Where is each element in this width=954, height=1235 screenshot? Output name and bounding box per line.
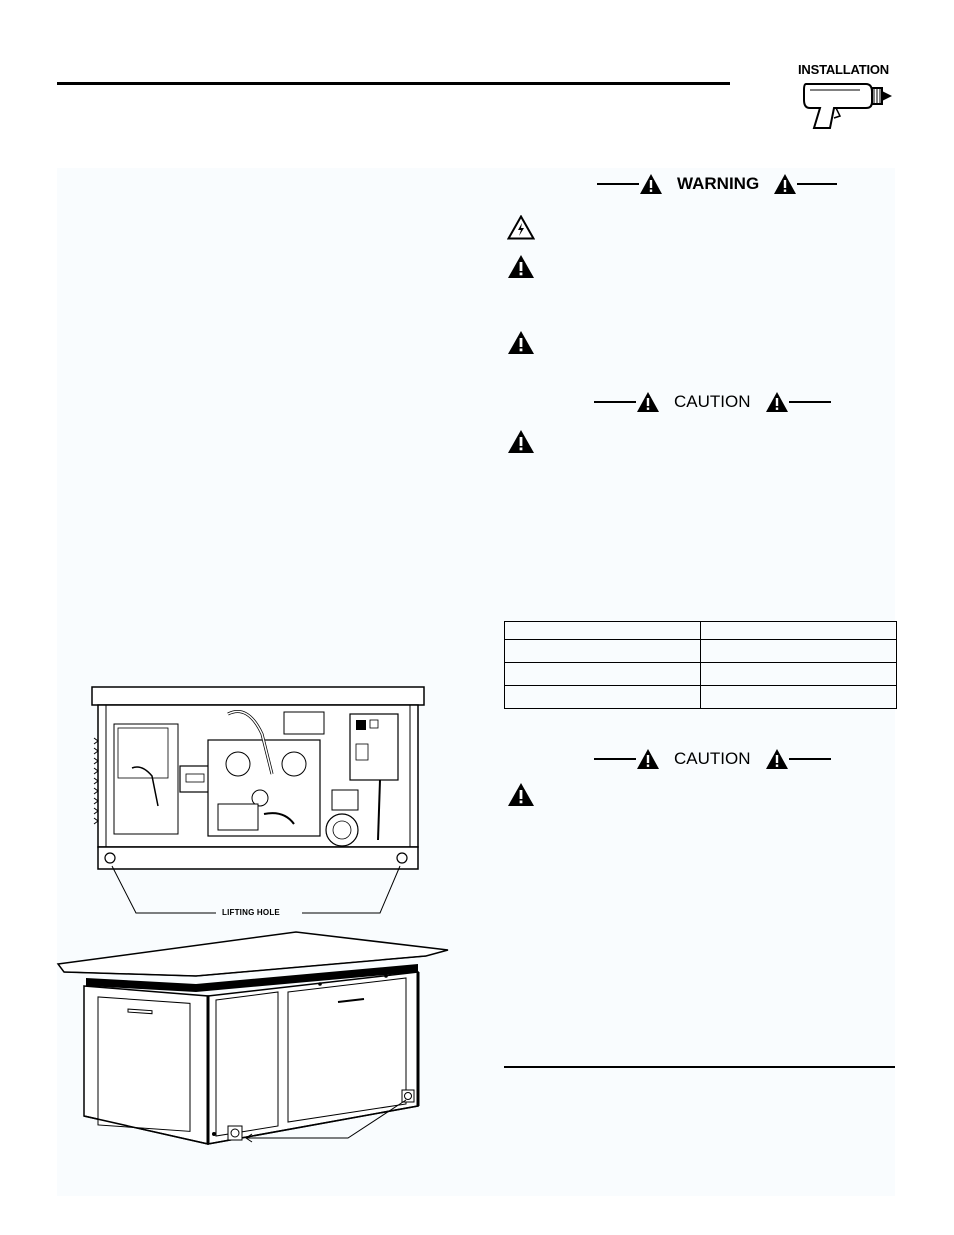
caution-rule-right (789, 758, 831, 760)
table-cell (505, 663, 701, 686)
table-cell (701, 640, 897, 663)
table-cell (701, 622, 897, 640)
warning-triangle-icon (773, 173, 797, 195)
warning-rule-right (797, 183, 837, 185)
table-cell (505, 640, 701, 663)
installation-label: INSTALLATION (798, 62, 889, 77)
table-row (505, 640, 897, 663)
caution-banner-2 (594, 748, 831, 770)
warning-triangle-icon (507, 254, 535, 279)
section-rule (504, 1066, 895, 1068)
caution-banner-1 (594, 391, 831, 413)
warning-rule-left (597, 183, 639, 185)
warning-triangle-icon (636, 748, 660, 770)
table-row (505, 663, 897, 686)
header-rule (57, 82, 730, 85)
table-cell (505, 622, 701, 640)
table-cell (701, 663, 897, 686)
warning-triangle-icon (765, 748, 789, 770)
warning-label: WARNING (677, 174, 760, 193)
table-row (505, 622, 897, 640)
caution-label: CAUTION (674, 749, 751, 768)
warning-triangle-icon (639, 173, 663, 195)
caution-rule-left (594, 758, 636, 760)
generator-enclosure-figure (56, 930, 454, 1150)
warning-banner (597, 173, 837, 195)
generator-interior-figure (88, 684, 428, 920)
warning-triangle-icon (507, 330, 535, 355)
installation-badge (796, 60, 906, 132)
caution-label: CAUTION (674, 392, 751, 411)
table-row (505, 686, 897, 709)
warning-triangle-icon (507, 782, 535, 807)
warning-triangle-icon (765, 391, 789, 413)
warning-triangle-icon (636, 391, 660, 413)
lifting-hole-label: LIFTING HOLE (222, 908, 280, 917)
caution-rule-right (789, 401, 831, 403)
drill-icon (800, 78, 896, 132)
warning-triangle-icon (507, 429, 535, 454)
caution-rule-left (594, 401, 636, 403)
table-cell (701, 686, 897, 709)
electrical-hazard-icon (507, 215, 535, 240)
table-cell (505, 686, 701, 709)
spec-table (504, 621, 897, 709)
